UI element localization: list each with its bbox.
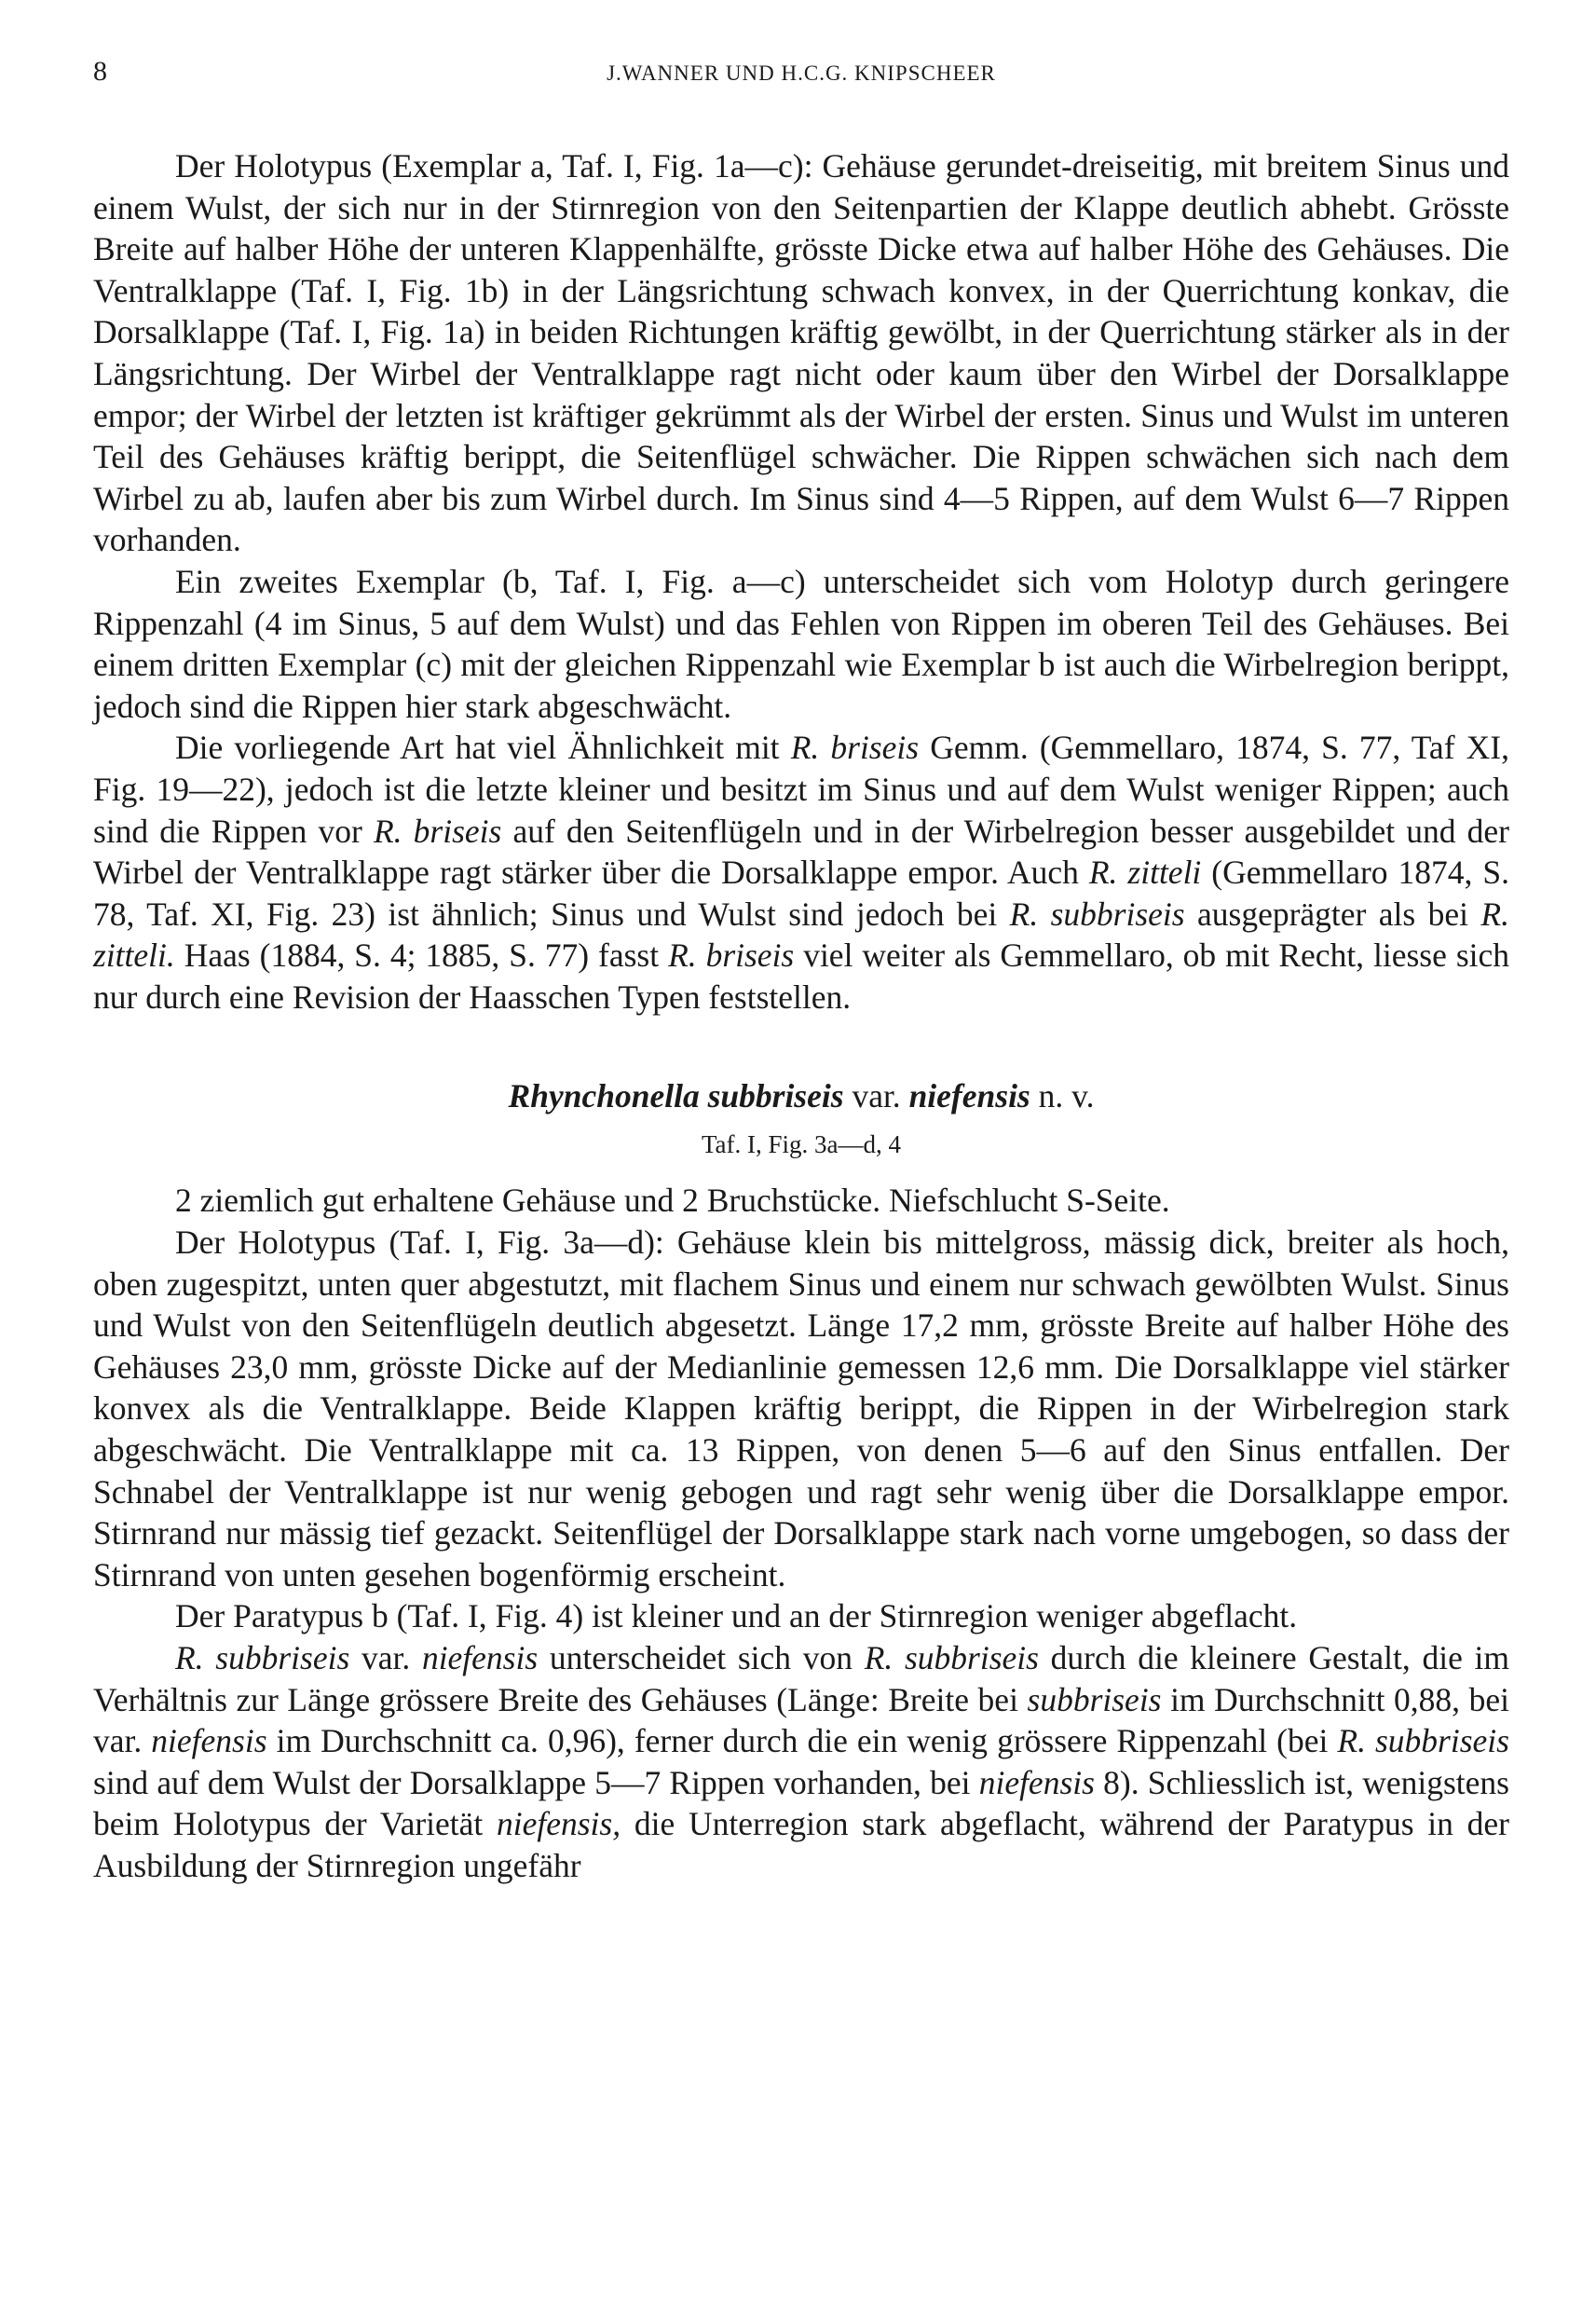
paragraph-comparison: Die vorliegende Art hat viel Ähnlichkeit mit R. briseis Gemm. (Gemmellaro, 1874, S. 77, Taf XI, Fig. 19—22), jedoch ist die letzte kleiner und besitzt im Sinus und auf dem Wulst weniger Rippen; auch sind die Rippen vor R. briseis auf den Seitenflügeln und in der Wirbelregion besser ausgebildet und der Wirbel der Ventralklappe ragt stärker über die Dorsalklappe empor. Auch R. zitteli (Gemmellaro 1874, S. 78, Taf. XI, Fig. 23) ist ähnlich; Sinus und Wulst sind jedoch bei R. subbriseis ausgeprägter als bei R. zitteli. Haas (1884, S. 4; 1885, S. 77) fasst R. briseis viel weiter als Gemmellaro, ob mit Recht, liesse sich nur durch eine Revision der Haasschen Typen feststellen. [93, 729, 1509, 1016]
paragraph-differences: R. subbriseis var. niefensis unterscheidet sich von R. subbriseis durch die kleinere Gestalt, die im Verhältnis zur Länge grössere Breite des Gehäuses (Länge: Breite bei subbriseis im Durchschnitt 0,88, bei var. niefensis im Durchschnitt ca. 0,96), ferner durch die ein wenig grössere Rippenzahl (bei R. subbriseis sind auf dem Wulst der Dorsalklappe 5—7 Rippen vorhanden, bei niefensis 8). Schliesslich ist, wenigstens beim Holotypus der Varietät niefensis, die Unterregion stark abgeflacht, während der Paratypus in der Ausbildung der Stirnregion ungefähr [93, 1639, 1510, 1884]
body-text-1 [93, 145, 1509, 1018]
authors-header: J.WANNER UND H.C.G. KNIPSCHEER [607, 62, 996, 85]
paragraph-holotype: Der Holotypus (Taf. I, Fig. 3a—d): Gehäuse klein bis mittelgross, mässig dick, breiter als hoch, oben zugespitzt, unten quer abgestutzt, mit flachem Sinus und einem nur schwach gewölbten Wulst. Sinus und Wulst von den Seitenflügeln deutlich abgesetzt. Länge 17,2 mm, grösste Breite auf halber Höhe des Gehäuses 23,0 mm, grösste Dicke auf der Medianlinie gemessen 12,6 mm. Die Dorsalklappe viel stärker konvex als die Ventralklappe. Beide Klappen kräftig berippt, die Rippen in der Wirbelregion stark abgeschwächt. Die Ventralklappe mit ca. 13 Rippen, von denen 5—6 auf den Sinus entfallen. Der Schnabel der Ventralklappe ist nur wenig gebogen und ragt sehr wenig über die Dorsalklappe empor. Stirnrand nur mässig tief gezackt. Seitenflügel der Dorsalklappe stark nach vorne umgebogen, so dass der Stirnrand von unten gesehen bogenförmig erscheint. [93, 1224, 1509, 1593]
species-heading: Rhynchonella subbriseis var. niefensis n. v. [508, 1077, 1095, 1115]
plate-reference: Taf. I, Fig. 3a—d, 4 [701, 1130, 902, 1159]
running-head [93, 56, 1509, 93]
page-number: 8 [93, 56, 108, 87]
paragraph-paratype: Der Paratypus b (Taf. I, Fig. 4) ist kleiner und an der Stirnregion weniger abgeflacht. [175, 1597, 1298, 1635]
body-text-2 [93, 1180, 1509, 1886]
paragraph-holotype-a: Der Holotypus (Exemplar a, Taf. I, Fig. 1a—c): Gehäuse gerundet-dreiseitig, mit breitem Sinus und einem Wulst, der sich nur in der Stirnregion von den Seitenpartien der Klappe deutlich abhebt. Grösste Breite auf halber Höhe der unteren Klappenhälfte, grösste Dicke etwa auf halber Höhe des Gehäuses. Die Ventralklappe (Taf. I, Fig. 1b) in der Längsrichtung schwach konvex, in der Querrichtung konkav, die Dorsalklappe (Taf. I, Fig. 1a) in beiden Richtungen kräftig gewölbt, in der Querrichtung stärker als in der Längsrichtung. Der Wirbel der Ventralklappe ragt nicht oder kaum über den Wirbel der Dorsalklappe empor; der Wirbel der letzten ist kräftiger gekrümmt als der Wirbel der ersten. Sinus und Wulst im unteren Teil des Gehäuses kräftig berippt, die Seitenflügel schwächer. Die Rippen schwächen sich nach dem Wirbel zu ab, laufen aber bis zum Wirbel durch. Im Sinus sind 4—5 Rippen, auf dem Wulst 6—7 Rippen vorhanden. [93, 147, 1509, 559]
page [93, 56, 1509, 1887]
paragraph-exemplar-b: Ein zweites Exemplar (b, Taf. I, Fig. a—c) unterscheidet sich vom Holotyp durch geringere Rippenzahl (4 im Sinus, 5 auf dem Wulst) und das Fehlen von Rippen im oberen Teil des Gehäuses. Bei einem dritten Exemplar (c) mit der gleichen Rippenzahl wie Exemplar b ist auch die Wirbelregion berippt, jedoch sind die Rippen hier stark abgeschwächt. [93, 562, 1509, 725]
species-name: Rhynchonella subbriseis [508, 1077, 844, 1115]
paragraph-material: 2 ziemlich gut erhaltene Gehäuse und 2 Bruchstücke. Niefschlucht S-Seite. [175, 1182, 1170, 1220]
variety-name: niefensis [908, 1077, 1030, 1115]
